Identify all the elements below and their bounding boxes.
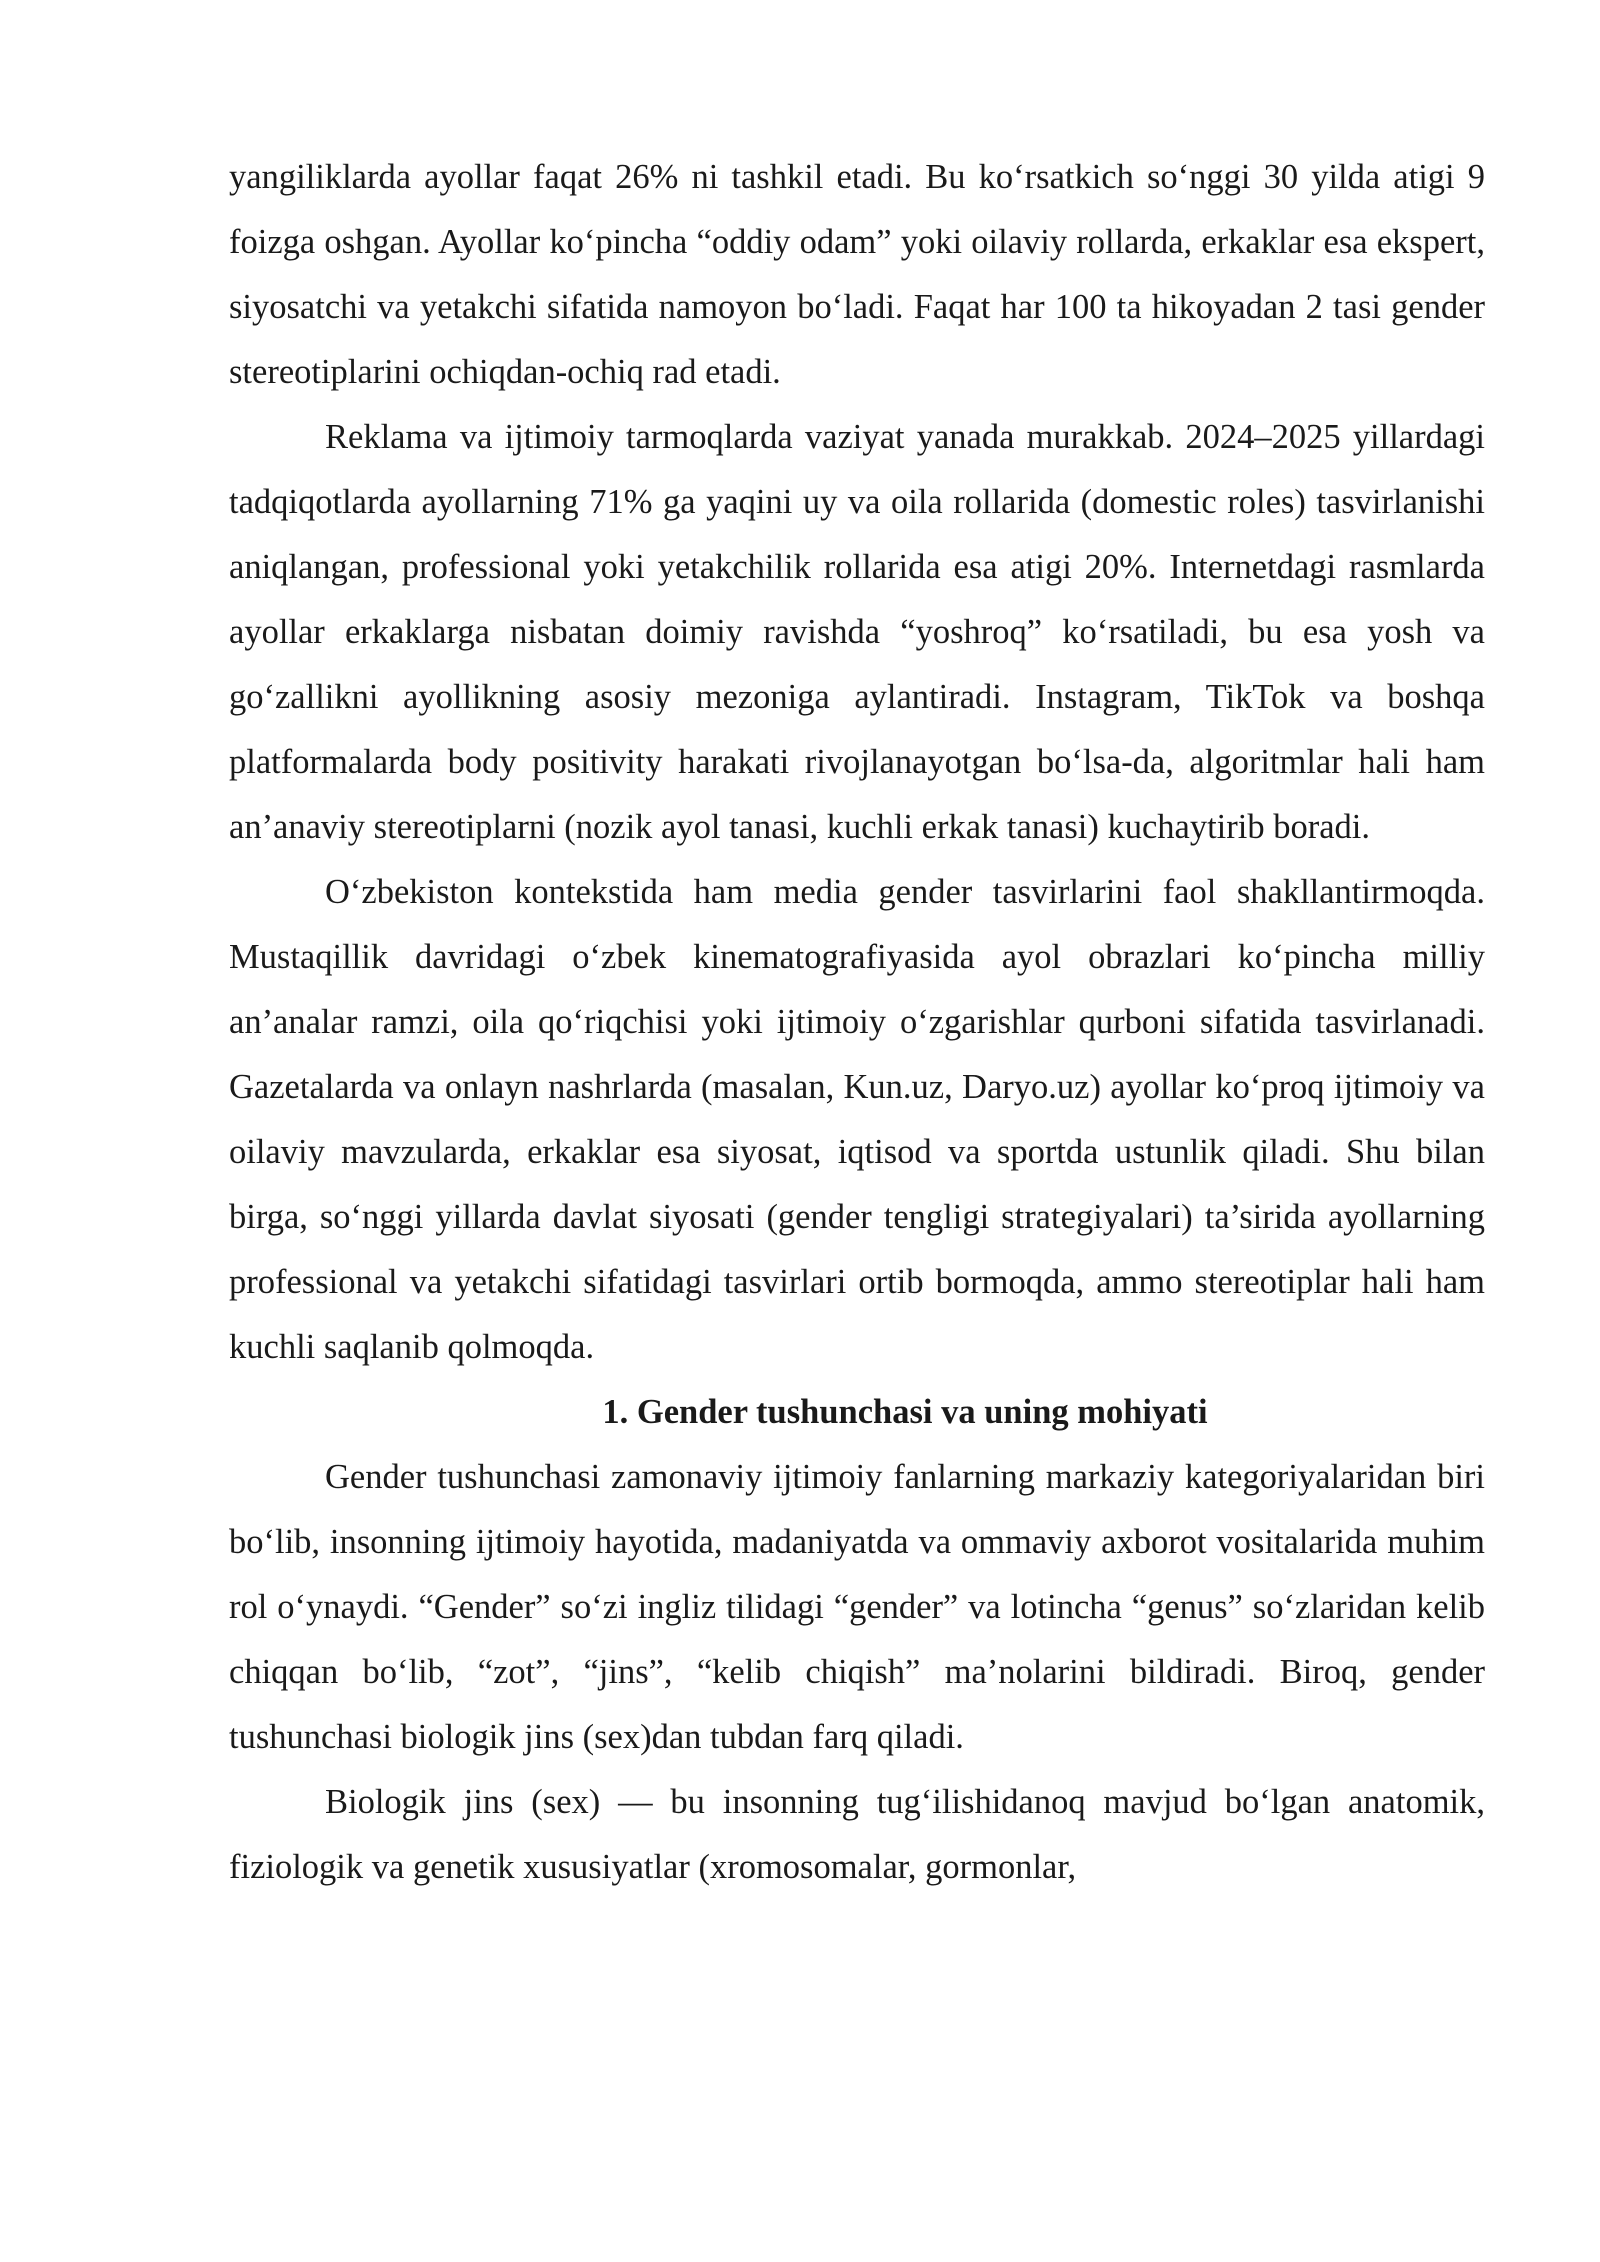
document-page — [229, 145, 1485, 1900]
paragraph-biological-sex: Biologik jins (sex) — bu insonning tug‘ilishidanoq mavjud bo‘lgan anatomik, fiziologik va genetik xususiyatlar (xromosomalar, gormonlar, — [229, 1783, 1485, 1886]
paragraph-uzbekistan-context: O‘zbekiston kontekstida ham media gender tasvirlarini faol shakllantirmoqda. Mustaqillik davridagi o‘zbek kinematografiyasida ayol obrazlari ko‘pincha milliy an’analar ramzi, oila qo‘riqchisi yoki ijtimoiy o‘zgarishlar qurboni sifatida tasvirlanadi. Gazetalarda va onlayn nashrlarda (masalan, Kun.uz, Daryo.uz) ayollar ko‘proq ijtimoiy va oilaviy mavzularda, erkaklar esa siyosat, iqtisod va sportda ustunlik qiladi. Shu bilan birga, so‘nggi yillarda davlat siyosati (gender tengligi strategiyalari) ta’sirida ayollarning professional va yetakchi sifatidagi tasvirlari ortib bormoqda, ammo stereotiplar hali ham kuchli saqlanib qolmoqda. — [229, 873, 1485, 1366]
paragraph-continued: yangiliklarda ayollar faqat 26% ni tashkil etadi. Bu ko‘rsatkich so‘nggi 30 yilda atigi 9 foizga oshgan. Ayollar ko‘pincha “oddiy odam” yoki oilaviy rollarda, erkaklar esa ekspert, siyosatchi va yetakchi sifatida namoyon bo‘ladi. Faqat har 100 ta hikoyadan 2 tasi gender stereotiplarini ochiqdan-ochiq rad etadi. — [229, 158, 1485, 391]
paragraph-advertising: Reklama va ijtimoiy tarmoqlarda vaziyat yanada murakkab. 2024–2025 yillardagi tadqiqotlarda ayollarning 71% ga yaqini uy va oila rollarida (domestic roles) tasvirlanishi aniqlangan, professional yoki yetakchilik rollarida esa atigi 20%. Internetdagi rasmlarda ayollar erkaklarga nisbatan doimiy ravishda “yoshroq” ko‘rsatiladi, bu esa yosh va go‘zallikni ayollikning asosiy mezoniga aylantiradi. Instagram, TikTok va boshqa platformalarda body positivity harakati rivojlanayotgan bo‘lsa-da, algoritmlar hali ham an’anaviy stereotiplarni (nozik ayol tanasi, kuchli erkak tanasi) kuchaytirib boradi. — [229, 418, 1485, 846]
paragraph-gender-concept: Gender tushunchasi zamonaviy ijtimoiy fanlarning markaziy kategoriyalaridan biri bo‘lib, insonning ijtimoiy hayotida, madaniyatda va ommaviy axborot vositalarida muhim rol o‘ynaydi. “Gender” so‘zi ingliz tilidagi “gender” va lotincha “genus” so‘zlaridan kelib chiqqan bo‘lib, “zot”, “jins”, “kelib chiqish” ma’nolarini bildiradi. Biroq, gender tushunchasi biologik jins (sex)dan tubdan farq qiladi. — [229, 1458, 1485, 1756]
section-heading: 1. Gender tushunchasi va uning mohiyati — [602, 1393, 1208, 1431]
